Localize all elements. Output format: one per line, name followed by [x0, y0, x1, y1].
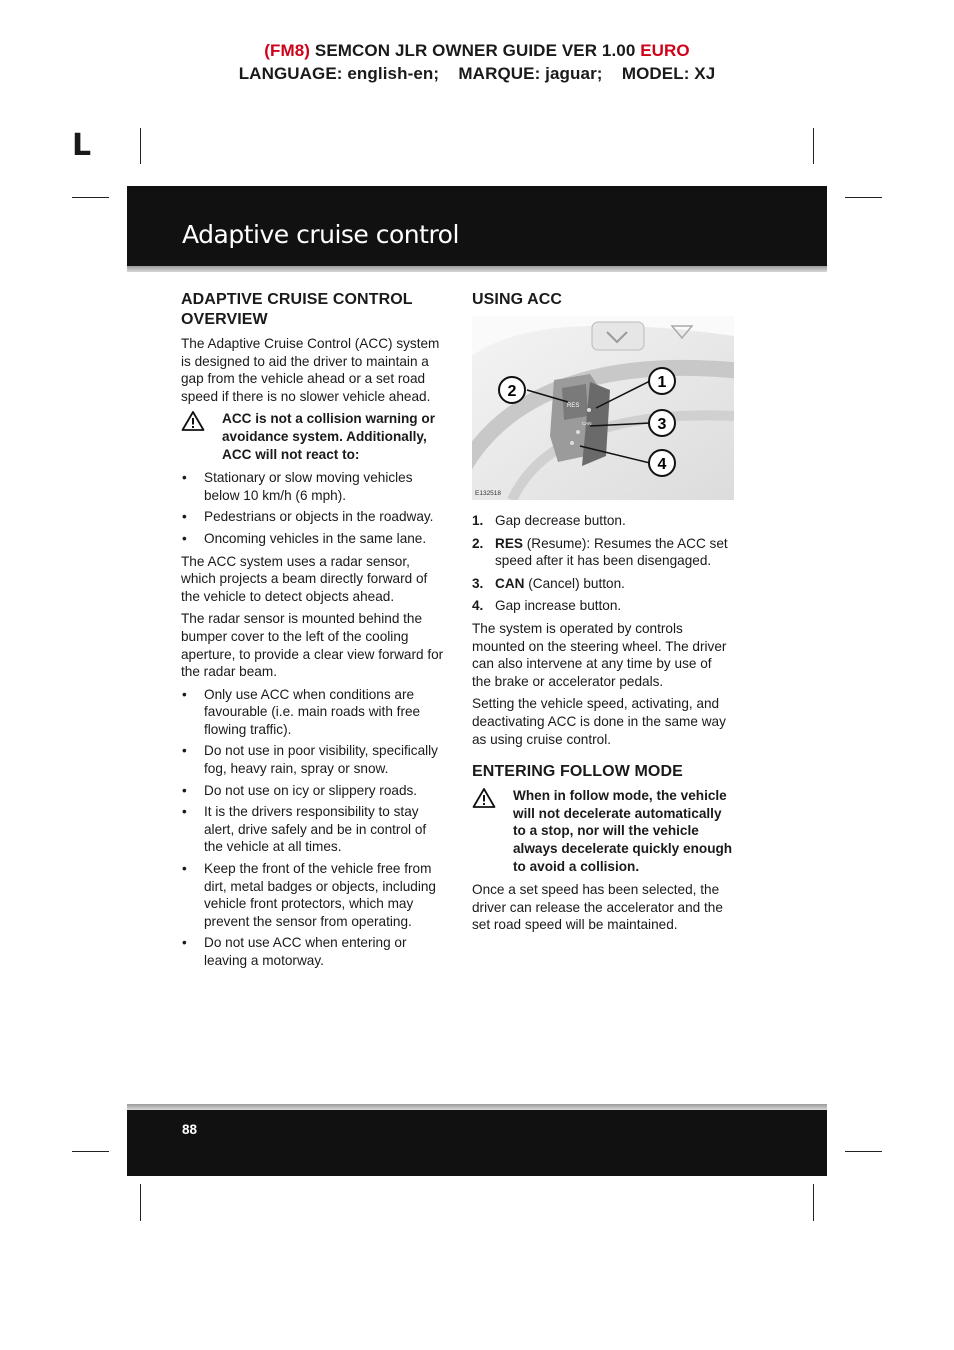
list-item	[472, 512, 734, 530]
item-bold-label: CAN	[495, 575, 525, 591]
left-column	[181, 290, 444, 975]
page-number: 88	[182, 1122, 198, 1137]
crop-mark	[72, 197, 109, 198]
overview-heading: ADAPTIVE CRUISE CONTROL OVERVIEW	[181, 291, 413, 328]
list-item: • Stationary or slow moving vehicles below 10 km/h (6 mph).	[181, 469, 444, 504]
callout-1	[649, 368, 675, 394]
svg-text:4: 4	[657, 456, 667, 473]
follow-mode-heading: ENTERING FOLLOW MODE	[472, 763, 683, 781]
svg-text:3: 3	[657, 416, 667, 433]
header-fm-code: (FM8)	[264, 41, 311, 60]
item-text: (Cancel) button.	[524, 575, 625, 591]
crop-mark	[845, 1151, 882, 1152]
list-item: • Do not use in poor visibility, specifically fog, heavy rain, spray or snow.	[181, 742, 444, 777]
list-item	[472, 597, 734, 615]
item-bold-label: RES	[495, 535, 523, 551]
section-title: Adaptive cruise control	[182, 220, 459, 249]
document-header-line-2: LANGUAGE: english-en; MARQUE: jaguar; MODEL: XJ	[238, 64, 716, 83]
crop-mark	[140, 1184, 141, 1221]
crop-mark	[813, 1184, 814, 1221]
list-item: • Do not use on icy or slippery roads.	[181, 782, 444, 800]
list-item: • It is the drivers responsibility to stay alert, drive safely and be in control of the vehicle at all times.	[181, 803, 444, 856]
warning-text: When in follow mode, the vehicle will not decelerate automatically to a stop, nor will the vehicle always decelerate quickly enough to avoid a collision.	[513, 788, 733, 874]
item-number: 1.	[472, 513, 484, 528]
follow-mode-warning	[472, 787, 734, 875]
item-text: Gap increase button.	[495, 598, 622, 614]
document-header-line-1	[0, 41, 954, 61]
header-region: EURO	[640, 41, 690, 60]
overview-intro: The Adaptive Cruise Control (ACC) system is designed to aid the driver to maintain a gap from the vehicle ahead or a set road speed if there is no slower vehicle ahead.	[181, 336, 440, 404]
res-button-label: RES	[567, 403, 580, 409]
corner-mark: L	[72, 128, 92, 163]
usage-advice-list	[181, 686, 444, 970]
operated-paragraph: The system is operated by controls mounted on the steering wheel. The driver can also intervene at any time by use of the brake or accelerator pedals.	[472, 620, 727, 689]
banner-shadow	[127, 266, 827, 272]
warning-triangle-icon	[472, 787, 496, 809]
using-acc-heading: USING ACC	[472, 291, 563, 308]
limitations-list	[181, 469, 444, 547]
crop-mark	[845, 197, 882, 198]
steering-wheel-controls-illustration	[472, 316, 734, 500]
list-item: • Oncoming vehicles in the same lane.	[181, 530, 444, 548]
crop-mark	[813, 128, 814, 164]
crop-mark	[140, 128, 141, 164]
controls-list	[472, 512, 734, 615]
warning-triangle-icon	[181, 410, 205, 432]
callout-2	[499, 377, 525, 403]
list-item	[472, 575, 734, 593]
can-button-label: CAN	[582, 421, 592, 426]
svg-text:2: 2	[507, 383, 517, 400]
list-item: • Only use ACC when conditions are favourable (i.e. main roads with free flowing traffic).	[181, 686, 444, 739]
collision-warning	[181, 410, 444, 463]
warning-text: ACC is not a collision warning or avoidance system. Additionally, ACC will not react to:	[222, 411, 435, 462]
header-guide-title: SEMCON JLR OWNER GUIDE VER 1.00	[310, 41, 641, 60]
list-item: • Pedestrians or objects in the roadway.	[181, 508, 444, 526]
item-number: 2.	[472, 535, 484, 551]
setting-paragraph: Setting the vehicle speed, activating, and deactivating ACC is done in the same way as using cruise control.	[472, 696, 726, 747]
crop-mark	[72, 1151, 109, 1152]
item-text: Gap decrease button.	[495, 513, 626, 528]
figure-code: E132518	[475, 490, 502, 497]
item-number: 4.	[472, 598, 484, 614]
svg-text:1: 1	[657, 374, 667, 391]
callout-4	[649, 450, 675, 476]
footer-bar	[127, 1110, 827, 1176]
radar-paragraph: The ACC system uses a radar sensor, which projects a beam directly forward of the vehicle to detect objects ahead.	[181, 553, 428, 604]
item-number: 3.	[472, 575, 484, 591]
list-item: • Do not use ACC when entering or leaving a motorway.	[181, 934, 444, 969]
right-column	[472, 290, 734, 939]
callout-3	[649, 410, 675, 436]
set-speed-paragraph: Once a set speed has been selected, the driver can release the accelerator and the set road speed will be maintained.	[472, 882, 723, 933]
list-item: • Keep the front of the vehicle free from dirt, metal badges or objects, including vehicle front protectors, which may prevent the sensor from operating.	[181, 860, 444, 930]
list-item	[472, 535, 734, 570]
item-text: (Resume): Resumes the ACC set speed after it has been disengaged.	[495, 535, 728, 569]
mounting-paragraph: The radar sensor is mounted behind the bumper cover to the left of the cooling aperture, to provide a clear view forward for the radar beam.	[181, 611, 444, 680]
